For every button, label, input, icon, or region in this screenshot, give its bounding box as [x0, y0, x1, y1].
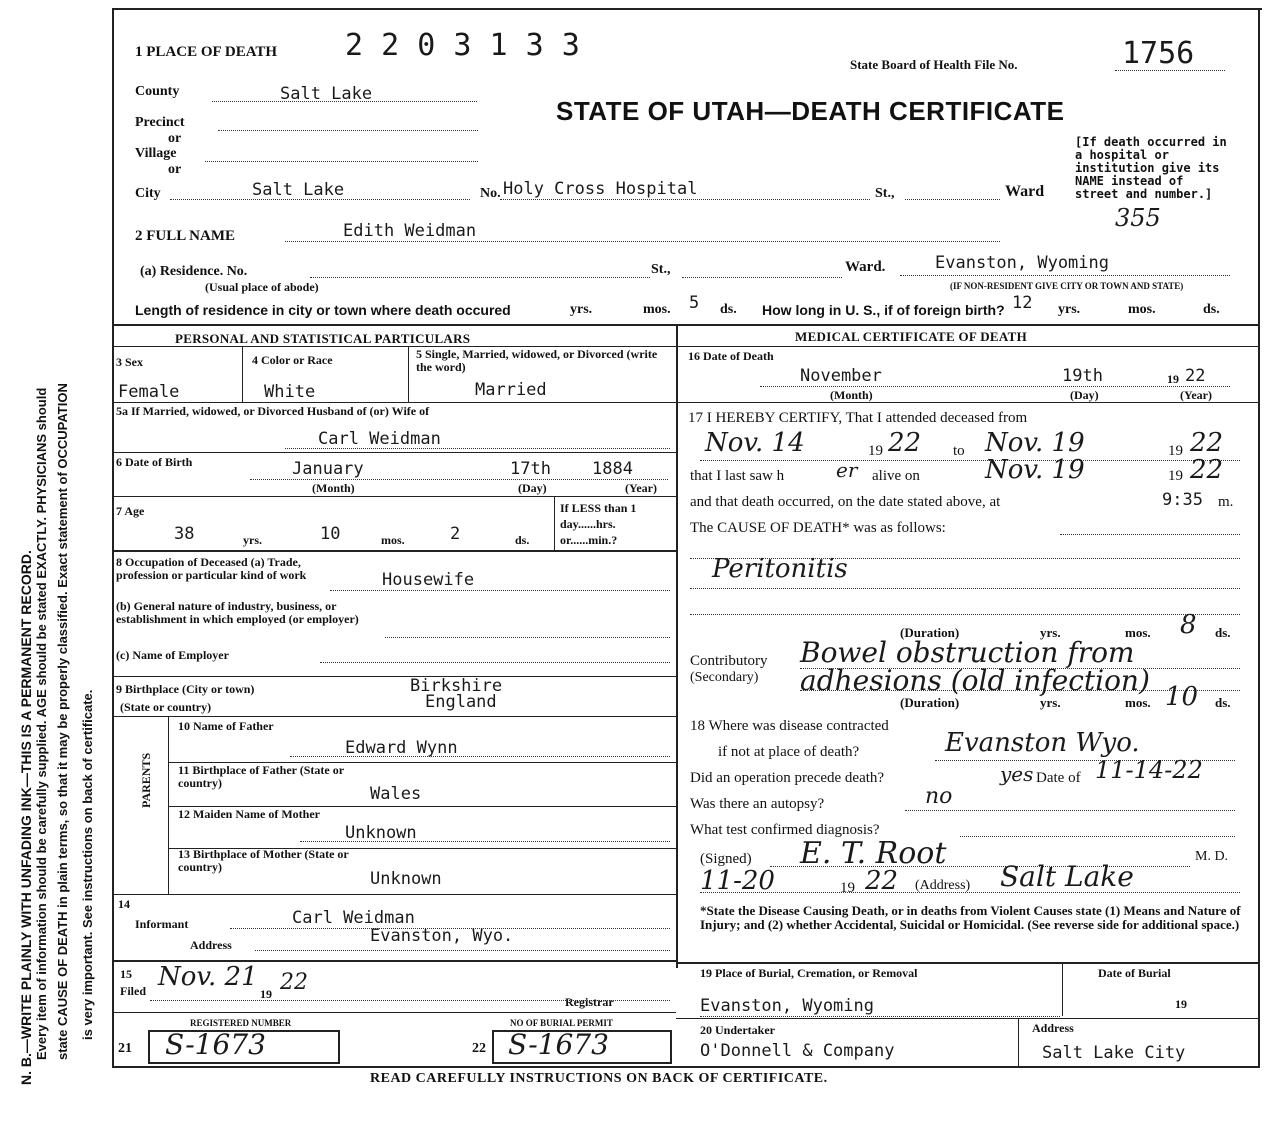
signature: E. T. Root: [800, 836, 947, 871]
column-divider: [676, 326, 678, 968]
side-note-1: N. B.—WRITE PLAINLY WITH UNFADING INK—THIS IS A PERMANENT RECORD.: [18, 550, 34, 1085]
dob-year-caption: (Year): [625, 481, 657, 495]
burial-permit-value: S-1673: [508, 1028, 609, 1061]
informant-address-label: Address: [190, 938, 232, 952]
undertaker-label: 20 Undertaker: [700, 1023, 775, 1037]
alive-on-19: 19: [1168, 468, 1183, 484]
duration-yrs-1: yrs.: [1040, 625, 1061, 640]
personal-heading: PERSONAL AND STATISTICAL PARTICULARS: [175, 331, 471, 346]
dob-label: 6 Date of Birth: [116, 455, 193, 469]
full-name-label: 2 FULL NAME: [135, 228, 236, 244]
cause-label: The CAUSE OF DEATH* was as follows:: [690, 520, 946, 536]
burial-permit-label: NO OF BURIAL PERMIT: [510, 1018, 613, 1028]
ward-label: Ward: [1005, 183, 1045, 200]
registered-number-index: 21: [118, 1041, 132, 1056]
informant-value: Carl Weidman: [292, 908, 415, 928]
dob-month-caption: (Month): [312, 481, 355, 495]
birthplace-city: Birkshire: [410, 676, 503, 696]
county-value: Salt Lake: [280, 84, 373, 104]
where-contracted-label: 18 Where was disease contracted: [690, 718, 889, 734]
registered-number-label: REGISTERED NUMBER: [190, 1018, 292, 1028]
medical-heading: MEDICAL CERTIFICATE OF DEATH: [795, 329, 1027, 344]
filed-number: 15: [120, 967, 132, 981]
informant-address-value: Evanston, Wyo.: [370, 926, 514, 946]
street-no-label: No.: [480, 186, 501, 201]
length-residence-label: Length of residence in city or town where death occured: [135, 302, 511, 318]
secondary-label: (Secondary): [690, 670, 759, 685]
residence-ward-value: Evanston, Wyoming: [935, 253, 1109, 273]
undertaker-address-label: Address: [1032, 1021, 1074, 1035]
spouse-value: Carl Weidman: [318, 429, 441, 449]
dod-year-caption: (Year): [1180, 388, 1212, 402]
mother-birthplace-value: Unknown: [370, 869, 442, 889]
residence-ward-label: Ward.: [845, 259, 886, 275]
duration-mos-value: 8: [1180, 610, 1197, 640]
dod-month: November: [800, 366, 882, 386]
father-birthplace-value: Wales: [370, 784, 422, 804]
usual-abode-label: (Usual place of abode): [205, 280, 319, 294]
autopsy-label: Was there an autopsy?: [690, 796, 825, 812]
filed-year-prefix: 19: [260, 987, 272, 1001]
length-yrs: yrs.: [570, 302, 593, 317]
informant-number: 14: [118, 897, 130, 911]
filed-value: Nov. 21: [158, 962, 258, 992]
operation-date-label: Date of: [1036, 770, 1081, 786]
mother-label: 12 Maiden Name of Mother: [178, 807, 320, 821]
death-time-m: m.: [1218, 494, 1234, 510]
signed-label: (Signed): [700, 851, 752, 867]
street-label: St.,: [875, 186, 895, 201]
burial-date-label: Date of Burial: [1098, 966, 1171, 980]
certify-text: 17 I HEREBY CERTIFY, That I attended deceased from: [688, 410, 1028, 426]
attended-from-19: 19: [868, 443, 883, 459]
last-saw-pronoun: er: [836, 458, 858, 482]
father-label: 10 Name of Father: [178, 719, 274, 733]
hospital-note: [If death occurred in a hospital or institution give its NAME instead of street and number.]: [1075, 135, 1227, 201]
color-label: 4 Color or Race: [252, 353, 333, 367]
alive-on-year: 22: [1190, 455, 1224, 485]
length-mos: mos.: [643, 302, 671, 317]
burial-label: 19 Place of Burial, Cremation, or Removal: [700, 966, 918, 980]
birthplace-sub: (State or country): [120, 700, 212, 714]
full-name-value: Edith Weidman: [343, 221, 477, 241]
contributory-cause-1: Bowel obstruction from: [800, 636, 1135, 669]
attended-to-year: 22: [1190, 428, 1224, 458]
us-ds: ds.: [1203, 302, 1220, 317]
city-value: Salt Lake: [252, 180, 345, 200]
sign-address: Salt Lake: [1000, 860, 1134, 893]
attended-to-19: 19: [1168, 443, 1183, 459]
side-note-3: state CAUSE OF DEATH in plain terms, so that it may be properly classified. Exact statement of OCCUPATION: [55, 383, 70, 1060]
burial-date-year: 19: [1175, 997, 1187, 1011]
precinct-label: Precinct: [135, 115, 185, 130]
hospital-name: Holy Cross Hospital: [503, 179, 698, 199]
birthplace-country: England: [425, 692, 497, 712]
industry-label: (b) General nature of industry, business, or establishment in which employed (or employer): [116, 599, 359, 626]
stamp-number: 2 2 0 3 1 3 3: [345, 28, 580, 63]
mother-birthplace-label: 13 Birthplace of Mother (State or country): [178, 847, 349, 874]
alive-on-date: Nov. 19: [985, 455, 1085, 485]
where-contracted-value: Evanston Wyo.: [945, 728, 1140, 758]
employer-label: (c) Name of Employer: [116, 648, 229, 662]
less-than-day: If LESS than 1 day......hrs. or......min.?: [560, 501, 637, 547]
dob-month: January: [292, 459, 364, 479]
burial-value: Evanston, Wyoming: [700, 996, 874, 1016]
duration-mos-2: mos.: [1125, 695, 1151, 710]
father-birthplace-label: 11 Birthplace of Father (State or country): [178, 763, 344, 790]
county-label: County: [135, 84, 180, 99]
cause-value: Peritonitis: [712, 554, 848, 584]
attended-from-year: 22: [888, 428, 922, 458]
side-note-4: is very important. See instructions on back of certificate.: [80, 689, 95, 1040]
birthplace-label: 9 Birthplace (City or town): [116, 682, 255, 696]
sign-date-year: 22: [865, 866, 899, 896]
nonresident-note: (IF NON-RESIDENT GIVE CITY OR TOWN AND STATE): [950, 281, 1184, 291]
us-yrs-value: 12: [1012, 293, 1033, 313]
duration-mos-1: mos.: [1125, 625, 1151, 640]
hospital-note-value: 355: [1115, 204, 1161, 232]
operation-date: 11-14-22: [1095, 756, 1203, 784]
dod-year: 22: [1185, 366, 1206, 386]
marital-value: Married: [475, 380, 547, 400]
filed-label: Filed: [120, 984, 146, 998]
contributory-cause-2: adhesions (old infection): [800, 664, 1150, 697]
certificate-title: STATE OF UTAH—DEATH CERTIFICATE: [556, 96, 1065, 126]
file-number-label: State Board of Health File No.: [850, 57, 1018, 72]
undertaker-address: Salt Lake City: [1042, 1043, 1186, 1063]
last-saw-text: that I last saw h: [690, 468, 785, 484]
md-label: M. D.: [1195, 849, 1229, 864]
alive-on-label: alive on: [872, 468, 920, 484]
residence-label: (a) Residence. No.: [140, 264, 248, 279]
dob-day: 17th: [510, 459, 551, 479]
file-number: 1756: [1122, 36, 1195, 71]
dod-month-caption: (Month): [830, 388, 873, 402]
spouse-label: 5a If Married, widowed, or Divorced Husband of (or) Wife of: [116, 404, 430, 418]
place-of-death-label: 1 PLACE OF DEATH: [135, 44, 278, 60]
footer-instructions: READ CAREFULLY INSTRUCTIONS ON BACK OF CERTIFICATE.: [370, 1071, 828, 1086]
occupation-label: 8 Occupation of Deceased (a) Trade, profession or particular kind of work: [116, 555, 307, 582]
death-time: 9:35: [1162, 490, 1203, 510]
sex-label: 3 Sex: [116, 355, 143, 369]
right-border: [1258, 8, 1260, 1068]
dod-day: 19th: [1062, 366, 1103, 386]
cause-footnote: *State the Disease Causing Death, or in deaths from Violent Causes state (1) Means and Nature of Injury; and (2) whether Accidental, Suicidal or Homicidal. (See reverse side for additional space.): [700, 903, 1241, 932]
dod-label: 16 Date of Death: [688, 349, 774, 363]
occupation-value: Housewife: [382, 570, 475, 590]
length-ds: ds.: [720, 302, 737, 317]
us-mos: mos.: [1128, 302, 1156, 317]
contributory-label: Contributory: [690, 653, 768, 669]
duration-yrs-2: yrs.: [1040, 695, 1061, 710]
sign-date-19: 19: [840, 880, 855, 896]
duration-label-1: (Duration): [900, 625, 960, 640]
parents-label: PARENTS: [139, 752, 153, 808]
dob-day-caption: (Day): [518, 481, 547, 495]
length-mos-value: 5: [689, 293, 700, 313]
burial-permit-index: 22: [472, 1041, 486, 1056]
registered-number-value: S-1673: [165, 1028, 266, 1061]
duration-2-value: 10: [1165, 682, 1199, 712]
dob-year: 1884: [592, 459, 633, 479]
top-border: [112, 8, 1262, 10]
age-yrs-value: 38: [174, 524, 195, 544]
where-contracted-sub: if not at place of death?: [718, 744, 860, 760]
undertaker-value: O'Donnell & Company: [700, 1041, 895, 1061]
dod-day-caption: (Day): [1070, 388, 1099, 402]
operation-value: yes: [1000, 762, 1034, 786]
sign-address-label: (Address): [915, 878, 971, 893]
informant-label: Informant: [135, 917, 189, 931]
duration-label-2: (Duration): [900, 695, 960, 710]
age-mos-value: 10: [320, 524, 341, 544]
city-label: City: [135, 186, 161, 201]
duration-ds-1: ds.: [1215, 625, 1231, 640]
marital-label: 5 Single, Married, widowed, or Divorced (write the word): [416, 347, 658, 374]
color-value: White: [264, 382, 316, 402]
death-occurred-text: and that death occurred, on the date stated above, at: [690, 494, 1001, 510]
mother-value: Unknown: [345, 823, 417, 843]
attended-to: Nov. 19: [985, 428, 1085, 458]
test-label: What test confirmed diagnosis?: [690, 822, 880, 838]
age-mos: mos.: [381, 533, 405, 547]
duration-ds-2: ds.: [1215, 695, 1231, 710]
attended-from: Nov. 14: [705, 428, 805, 458]
father-value: Edward Wynn: [345, 738, 458, 758]
operation-label: Did an operation precede death?: [690, 770, 885, 786]
village-label: Village: [135, 146, 177, 161]
side-note-2: Every item of information should be carefully supplied. AGE should be stated EXACTLY. PHYSICIANS should: [34, 387, 49, 1060]
age-ds-value: 2: [450, 524, 461, 544]
age-yrs: yrs.: [243, 533, 262, 547]
filed-year-value: 22: [280, 970, 308, 995]
sex-value: Female: [118, 382, 180, 402]
us-residence-label: How long in U. S., if of foreign birth?: [762, 302, 1005, 318]
left-border: [112, 8, 114, 1068]
us-yrs: yrs.: [1058, 302, 1081, 317]
dod-year-prefix: 19: [1167, 372, 1179, 386]
residence-street-label: St.,: [651, 262, 671, 277]
age-ds: ds.: [515, 533, 530, 547]
autopsy-value: no: [925, 784, 953, 809]
attended-to-label: to: [953, 443, 965, 459]
age-label: 7 Age: [116, 504, 145, 518]
registrar-label: Registrar: [565, 995, 614, 1009]
or-label-2: or: [168, 162, 182, 177]
sign-date: 11-20: [700, 866, 775, 896]
or-label-1: or: [168, 131, 182, 146]
